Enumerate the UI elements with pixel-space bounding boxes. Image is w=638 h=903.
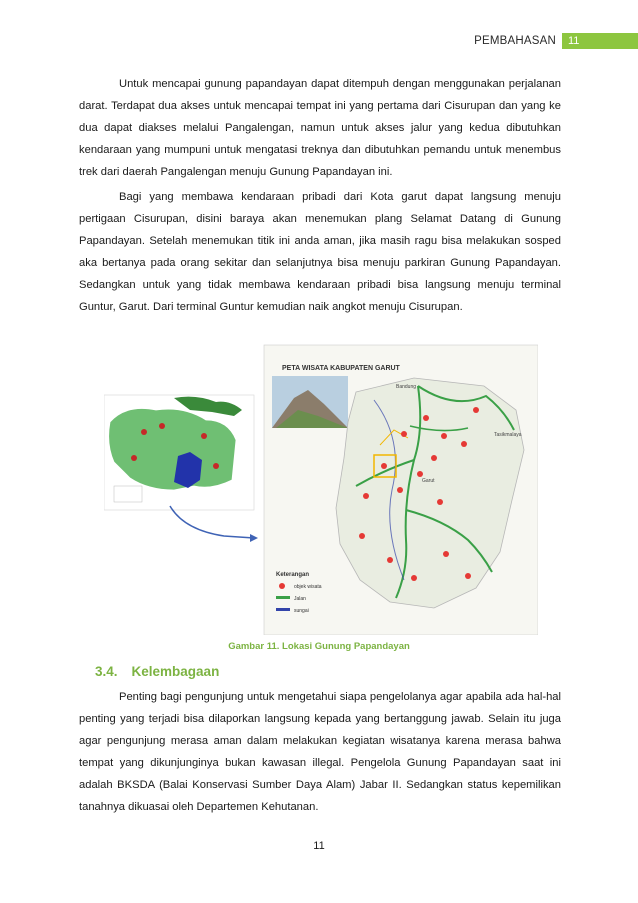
page-footer: 11 <box>313 840 325 852</box>
paragraph-access: Untuk mencapai gunung papandayan dapat ditempuh dengan menggunakan perjalanan darat. Terdapat dua akses untuk mencapai tempat ini yang pertama dari Cisurupan dan yang ke dua dapat diakses melalui Pangalengan, namun untuk akses jalur yang kedua dibutuhkan kendaraan yang mumpuni untuk mengatasi treknya dan dibutuhkan pemandu untuk menembus trek dari daerah Pangalengan menuju Gunung Papandayan ini. <box>79 78 561 178</box>
section-number: 3.4. <box>95 664 118 679</box>
figure-caption: Gambar 11. Lokasi Gunung Papandayan <box>228 641 410 652</box>
paragraph-institution: Penting bagi pengunjung untuk mengetahui siapa pengelolanya agar apabila ada hal-hal penting yang terjadi bisa dilaporkan langsung kepada yang bertanggung jawab. Selain itu juga agar pengunjung merasa aman dalam melakukan kegiatan wisatanya karena merasa bahwa tempat yang dikunjunginya bukan kawasan illegal. Pengelola Gunung Papandayan saat ini adalah BKSDA (Balai Konservasi Sumber Daya Alam) Jabar II. Sedangkan status kepemilikan tanahnya dikuasai oleh Departemen Kehutanan. <box>79 691 561 813</box>
section-heading <box>95 664 219 679</box>
location-map <box>104 340 538 635</box>
garut-tourism-map <box>264 345 538 635</box>
location-figure <box>104 340 538 635</box>
header-page-number: 11 <box>562 33 638 49</box>
map-title: PETA WISATA KABUPATEN GARUT <box>282 365 400 372</box>
page-header <box>474 33 638 49</box>
label-bandung: Bandung <box>396 384 417 390</box>
legend-river: sungai <box>294 608 309 614</box>
legend-poi: objek wisata <box>294 584 322 590</box>
legend-title: Keterangan <box>276 572 310 578</box>
paragraph-directions: Bagi yang membawa kendaraan pribadi dari Kota garut dapat langsung menuju pertigaan Cisurupan, disini baraya akan menemukan plang Selamat Datang di Gunung Papandayan. Setelah menemukan titik ini anda aman, jika masih ragu bisa melakukan sosped aka bertanya pada orang sekitar dan selanjutnya bisa menuju parkiran Gunung Papandayan. Sedangkan untuk yang tidak membawa kendaraan pribadi bisa langsung menuju terminal Guntur, Garut. Dari terminal Guntur kemudian naik angkot menuju Cisurupan. <box>79 191 561 313</box>
label-garut: Garut <box>422 478 435 484</box>
header-title: PEMBAHASAN <box>474 35 556 47</box>
label-tasikmalaya: Tasikmalaya <box>494 432 522 438</box>
section-title: Kelembagaan <box>131 664 220 679</box>
legend-road: Jalan <box>294 596 306 602</box>
west-java-inset-map <box>104 395 258 542</box>
